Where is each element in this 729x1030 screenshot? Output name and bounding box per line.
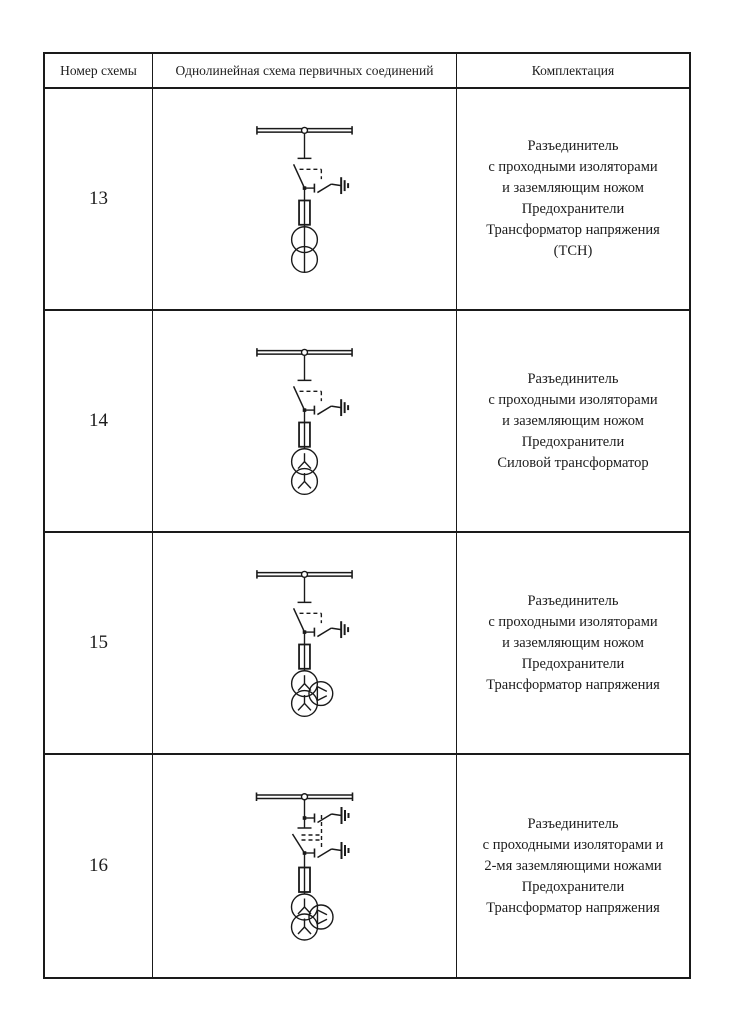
equipment-cell — [457, 533, 689, 755]
busbar — [257, 348, 352, 356]
disconnector — [294, 356, 322, 422]
earthing-switch — [303, 177, 348, 194]
scheme-number: 16 — [45, 755, 153, 977]
fuse — [299, 422, 310, 449]
busbar — [257, 126, 352, 134]
diagram-cell — [153, 311, 457, 533]
equipment-line: и заземляющим ножом — [502, 634, 644, 651]
fuse — [299, 200, 310, 227]
fuse — [299, 867, 310, 894]
scheme-15-diagram — [153, 533, 456, 753]
diagram-cell — [153, 755, 457, 977]
disconnector — [293, 800, 322, 867]
column-header-equipment: Комплектация — [457, 54, 689, 89]
equipment-line: Разъединитель — [527, 815, 619, 832]
equipment-cell — [457, 89, 689, 311]
equipment-line: Трансформатор напряжения — [486, 222, 660, 238]
equipment-line: с проходными изоляторами и — [482, 836, 664, 853]
transformer — [292, 449, 318, 495]
busbar — [257, 793, 353, 802]
equipment-line: Предохранители — [521, 433, 625, 450]
equipment-cell — [457, 311, 689, 533]
scheme-13-diagram — [153, 89, 456, 309]
transformer — [292, 671, 333, 717]
earthing-switch-lower — [303, 842, 349, 859]
equipment-line: с проходными изоляторами — [488, 613, 658, 630]
scheme-number: 13 — [45, 89, 153, 311]
equipment-line: и заземляющим ножом — [502, 180, 644, 196]
column-header-diagram: Однолинейная схема первичных соединений — [153, 54, 457, 89]
equipment-cell — [457, 755, 689, 977]
schemes-table — [43, 52, 691, 979]
equipment-line: 2-мя заземляющими ножами — [484, 857, 662, 874]
equipment-line: с проходными изоляторами — [488, 391, 658, 408]
earthing-switch — [303, 621, 348, 638]
equipment-line: Предохранители — [521, 201, 625, 217]
equipment-line: Разъединитель — [527, 370, 619, 387]
equipment-line: Разъединитель — [527, 138, 619, 154]
transformer — [292, 227, 318, 273]
equipment-line: Предохранители — [521, 655, 625, 672]
diagram-cell — [153, 533, 457, 755]
equipment-line: Трансформатор напряжения — [486, 899, 660, 916]
earthing-switch-upper — [303, 807, 349, 824]
equipment-line: (ТСН) — [553, 243, 593, 259]
scheme-14-diagram — [153, 311, 456, 531]
equipment-line: Разъединитель — [527, 592, 619, 609]
column-header-scheme-number: Номер схемы — [45, 54, 153, 89]
scheme-number: 14 — [45, 311, 153, 533]
earthing-switch — [303, 399, 348, 416]
busbar — [257, 570, 352, 578]
disconnector — [294, 578, 322, 644]
disconnector — [294, 134, 322, 200]
equipment-line: Трансформатор напряжения — [486, 676, 660, 693]
equipment-line: с проходными изоляторами — [488, 159, 658, 175]
diagram-cell — [153, 89, 457, 311]
scheme-16-diagram — [153, 755, 456, 977]
transformer — [292, 894, 334, 940]
equipment-line: Предохранители — [521, 878, 625, 895]
equipment-line: и заземляющим ножом — [502, 412, 644, 429]
fuse — [299, 644, 310, 671]
equipment-line: Силовой трансформатор — [497, 454, 649, 471]
scheme-number: 15 — [45, 533, 153, 755]
